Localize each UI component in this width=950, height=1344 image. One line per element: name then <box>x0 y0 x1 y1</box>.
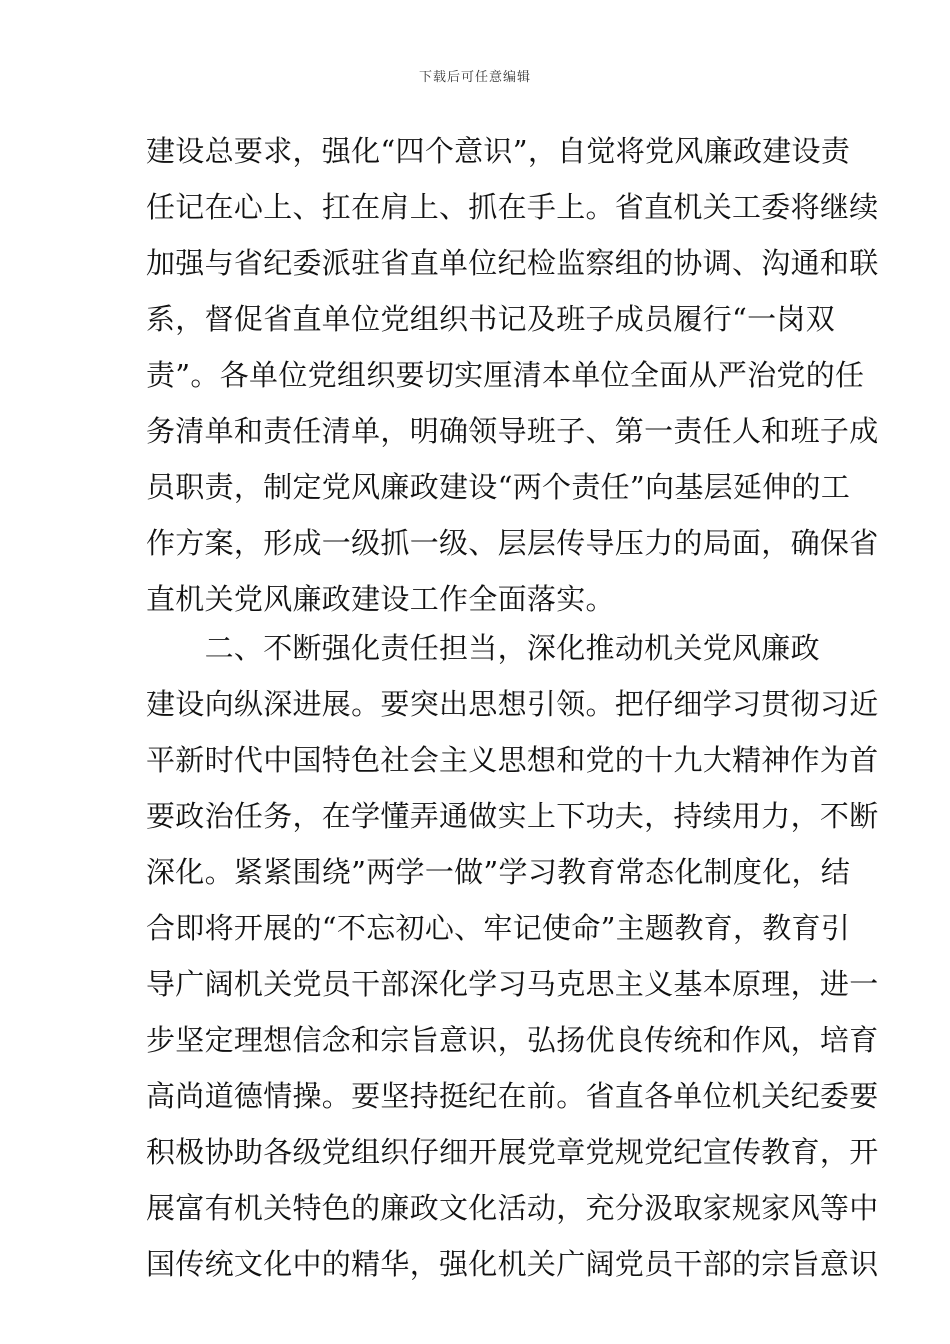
paragraph-line: 国传统文化中的精华，强化机关广阔党员干部的宗旨意识 <box>146 1247 879 1281</box>
paragraph-line: 二、不断强化责任担当，深化推动机关党风廉政 <box>146 631 820 665</box>
paragraph-line: 责”。各单位党组织要切实厘清本单位全面从严治党的任 <box>146 358 865 392</box>
paragraph-line: 导广阔机关党员干部深化学习马克思主义基本原理，进一 <box>146 967 879 1001</box>
paragraph-line: 步坚定理想信念和宗旨意识，弘扬优良传统和作风，培育 <box>146 1023 879 1057</box>
paragraph-line: 展富有机关特色的廉政文化活动，充分汲取家规家风等中 <box>146 1191 879 1225</box>
paragraph-line: 建设向纵深进展。要突出思想引领。把仔细学习贯彻习近 <box>146 687 879 721</box>
paragraph-2 <box>146 620 879 1292</box>
paragraph-line: 要政治任务，在学懂弄通做实上下功夫，持续用力，不断 <box>146 799 879 833</box>
paragraph-line: 合即将开展的“不忘初心、牢记使命”主题教育，教育引 <box>146 911 851 945</box>
paragraph-line: 员职责，制定党风廉政建设“两个责任”向基层延伸的工 <box>146 470 851 504</box>
paragraph-line: 直机关党风廉政建设工作全面落实。 <box>146 582 615 616</box>
paragraph-1 <box>146 123 879 627</box>
paragraph-line: 系，督促省直单位党组织书记及班子成员履行“一岗双 <box>146 302 836 336</box>
paragraph-line: 务清单和责任清单，明确领导班子、第一责任人和班子成 <box>146 414 879 448</box>
paragraph-line: 作方案，形成一级抓一级、层层传导压力的局面，确保省 <box>146 526 879 560</box>
paragraph-line: 深化。紧紧围绕”两学一做”学习教育常态化制度化，结 <box>146 855 851 889</box>
paragraph-line: 加强与省纪委派驻省直单位纪检监察组的协调、沟通和联 <box>146 246 879 280</box>
paragraph-line: 平新时代中国特色社会主义思想和党的十九大精神作为首 <box>146 743 879 777</box>
paragraph-line: 高尚道德情操。要坚持挺纪在前。省直各单位机关纪委要 <box>146 1079 879 1113</box>
paragraph-line: 任记在心上、扛在肩上、抓在手上。省直机关工委将继续 <box>146 190 879 224</box>
paragraph-line: 积极协助各级党组织仔细开展党章党规党纪宣传教育，开 <box>146 1135 879 1169</box>
page-header-note: 下载后可任意编辑 <box>418 70 531 85</box>
paragraph-line: 建设总要求，强化“四个意识”，自觉将党风廉政建设责 <box>146 134 851 168</box>
